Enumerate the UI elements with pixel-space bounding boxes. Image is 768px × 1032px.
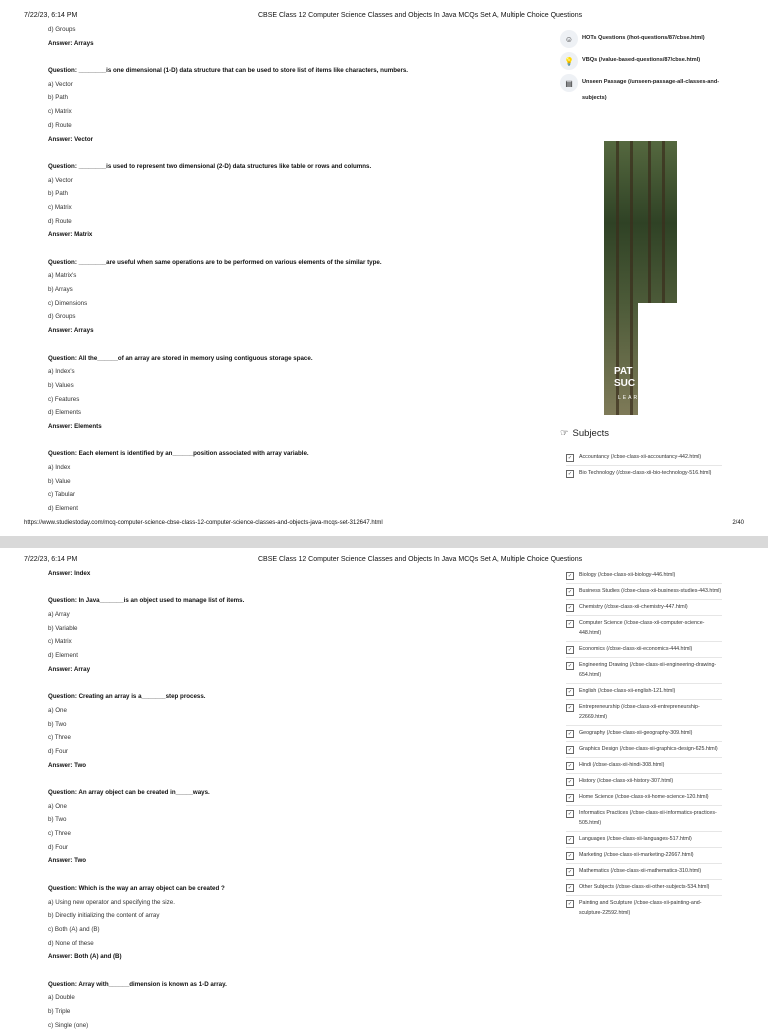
checkbox-icon: ✓: [567, 663, 573, 669]
subject-link[interactable]: [566, 641, 722, 657]
subject-link[interactable]: [566, 657, 722, 683]
answer-text: Answer: Array: [48, 665, 91, 673]
option-text: b) Value: [48, 477, 71, 485]
option-text: d) None of these: [48, 939, 94, 947]
option-text: b) Path: [48, 190, 68, 198]
option-text: b) Values: [48, 381, 74, 389]
question-text: Question: An array object can be created in_____ways.: [48, 789, 210, 796]
answer-text: Answer: Both (A) and (B): [48, 953, 122, 961]
page-separator: [0, 536, 768, 548]
answer-text: Answer: Elements: [48, 422, 102, 430]
subject-link-label: Mathematics (/cbse-class-xii-mathematics-310.html): [579, 868, 702, 874]
spacer: [48, 772, 528, 786]
subject-link-label: Other Subjects (/cbse-class-xii-other-subjects-534.html): [579, 884, 710, 890]
option-text: b) Directly initializing the content of array: [48, 912, 160, 920]
checkbox-icon: ✓: [567, 885, 573, 891]
subject-link-label: Business Studies (/cbse-class-xii-business-studies-443.html): [579, 588, 722, 594]
subject-link-label: Graphics Design (/cbse-class-xii-graphics-design-625.html): [579, 746, 718, 752]
subject-link[interactable]: [566, 568, 722, 583]
spacer: [48, 581, 528, 595]
subject-link[interactable]: [566, 450, 722, 465]
spacer: [48, 50, 528, 64]
page-number: 2/40: [732, 520, 744, 526]
checkbox-icon: ✓: [567, 647, 573, 653]
subject-link[interactable]: [566, 757, 722, 773]
option-text: d) Four: [48, 843, 68, 851]
subject-link-label: Informatics Practices (/cbse-class-xii-informatics-practices-505.html): [579, 810, 717, 826]
option-text: a) Vector: [48, 80, 73, 88]
checkbox-icon: ✓: [567, 731, 573, 737]
mcq-content: [48, 23, 528, 516]
ad-text: SUC: [614, 378, 636, 389]
subject-link[interactable]: [566, 895, 722, 921]
print-date: 7/22/23, 6:14 PM: [24, 556, 78, 563]
mcq-content: [48, 567, 528, 1032]
option-text: d) Route: [48, 121, 72, 129]
option-text: c) Dimensions: [48, 299, 88, 307]
spacer: [48, 146, 528, 160]
subject-link-label: Home Science (/cbse-class-xii-home-science-120.html): [579, 794, 709, 800]
checkbox-icon: ✓: [567, 853, 573, 859]
option-text: a) Double: [48, 994, 75, 1002]
subject-link[interactable]: [566, 725, 722, 741]
option-text: b) Two: [48, 720, 67, 728]
option-text: d) Four: [48, 747, 68, 755]
option-text: c) Single (one): [48, 1021, 89, 1029]
sidebar-link-hots[interactable]: [560, 30, 726, 48]
subject-link[interactable]: [566, 879, 722, 895]
answer-text: Answer: Index: [48, 570, 91, 577]
spacer: [48, 338, 528, 352]
option-text: a) Index's: [48, 368, 75, 376]
checkbox-icon: ✓: [567, 455, 573, 461]
subject-link[interactable]: [566, 683, 722, 699]
ad-text: LEAR: [618, 395, 640, 401]
option-text: d) Route: [48, 217, 72, 225]
option-text: a) One: [48, 706, 67, 714]
subject-link-label: Biology (/cbse-class-xii-biology-446.html): [579, 572, 676, 578]
subject-link-label: Engineering Drawing (/cbse-class-xii-engineering-drawing-654.html): [579, 662, 717, 678]
option-text: c) Three: [48, 830, 71, 838]
subject-link[interactable]: [566, 599, 722, 615]
sidebar-link-vbqs[interactable]: [560, 52, 726, 70]
checkbox-icon: ✓: [567, 795, 573, 801]
spacer: [48, 964, 528, 978]
option-text: d) Elements: [48, 409, 82, 417]
subject-link-label: Geography (/cbse-class-xii-geography-309.html): [579, 730, 693, 736]
answer-text: Answer: Two: [48, 857, 87, 865]
checkbox-icon: ✓: [567, 689, 573, 695]
checkbox-icon: ✓: [567, 837, 573, 843]
option-text: c) Features: [48, 395, 80, 403]
checkbox-icon: ✓: [567, 869, 573, 875]
question-text: Question: ________are useful when same operations are to be performed on various elements of the similar type.: [48, 258, 382, 266]
subjects-heading: ☞ Subjects: [560, 428, 609, 439]
print-title: CBSE Class 12 Computer Science Classes and Objects In Java MCQs Set A, Multiple Choice Questions: [258, 556, 583, 563]
option-text: c) Both (A) and (B): [48, 925, 100, 933]
subject-link-label: Chemistry (/cbse-class-xii-chemistry-447.html): [579, 604, 688, 610]
forest-ad-banner[interactable]: [604, 141, 677, 415]
option-text: d) Groups: [48, 26, 76, 33]
document-icon: ▤: [560, 74, 578, 92]
checkbox-icon: ✓: [567, 779, 573, 785]
subject-link[interactable]: [566, 773, 722, 789]
answer-text: Answer: Arrays: [48, 327, 94, 335]
subject-link[interactable]: [566, 805, 722, 831]
option-text: b) Two: [48, 816, 67, 824]
spacer: [48, 677, 528, 691]
question-text: Question: ________is used to represent two dimensional (2-D) data structures like table or rows and columns.: [48, 162, 372, 170]
checkbox-icon: ✓: [567, 573, 573, 579]
option-text: c) Matrix: [48, 638, 72, 646]
sidebar-link-label: Unseen Passage (/unseen-passage-all-classes-and-subjects): [582, 79, 720, 101]
checkbox-icon: ✓: [567, 621, 573, 627]
question-text: Question: Creating an array is a_______step process.: [48, 693, 206, 701]
checkbox-icon: ✓: [567, 705, 573, 711]
answer-text: Answer: Vector: [48, 135, 94, 143]
subject-link[interactable]: [566, 465, 722, 481]
spacer: [48, 434, 528, 448]
option-text: d) Element: [48, 652, 78, 660]
spacer: [48, 242, 528, 256]
option-text: a) One: [48, 802, 67, 810]
option-text: b) Variable: [48, 624, 78, 632]
checkbox-icon: ✓: [567, 811, 573, 817]
question-text: Question: Each element is identified by an______position associated with array variable.: [48, 450, 309, 458]
subject-link-label: Languages (/cbse-class-xii-languages-517.html): [579, 836, 692, 842]
subject-link[interactable]: [566, 583, 722, 599]
option-text: a) Array: [48, 611, 70, 619]
print-title: CBSE Class 12 Computer Science Classes and Objects In Java MCQs Set A, Multiple Choice Questions: [258, 12, 583, 19]
checkbox-icon: ✓: [567, 747, 573, 753]
subject-link-label: History (/cbse-class-xii-history-307.html): [579, 778, 674, 784]
sidebar-links: [560, 30, 726, 110]
answer-text: Answer: Two: [48, 761, 87, 769]
subject-link-label: Accountancy (/cbse-class-xii-accountancy-442.html): [579, 454, 702, 460]
subject-link[interactable]: [566, 863, 722, 879]
option-text: c) Matrix: [48, 203, 72, 211]
checkbox-icon: ✓: [567, 901, 573, 907]
smiley-icon: ☺: [560, 30, 578, 48]
question-text: Question: Which is the way an array object can be created ?: [48, 884, 225, 892]
subject-link[interactable]: [566, 831, 722, 847]
subjects-list: [566, 568, 722, 921]
question-text: Question: In Java_______is an object used to manage list of items.: [48, 597, 245, 605]
lightbulb-icon: 💡: [560, 52, 578, 70]
subject-link[interactable]: [566, 615, 722, 641]
spacer: [48, 868, 528, 882]
sidebar-link-unseen-passage[interactable]: [560, 74, 726, 106]
pointing-hand-icon: ☞: [560, 428, 569, 439]
subject-link[interactable]: [566, 699, 722, 725]
option-text: b) Path: [48, 94, 68, 102]
subject-link-label: English (/cbse-class-xii-english-121.html): [579, 688, 676, 694]
option-text: b) Arrays: [48, 286, 73, 294]
option-text: a) Index: [48, 464, 71, 471]
pdf-page-2: [0, 548, 768, 1029]
checkbox-icon: ✓: [567, 471, 573, 477]
option-text: d) Element: [48, 505, 78, 513]
subject-link-label: Computer Science (/cbse-class-xii-computer-science-448.html): [579, 620, 705, 636]
subject-link[interactable]: [566, 847, 722, 863]
option-text: d) Groups: [48, 313, 76, 321]
subject-link-label: Painting and Sculpture (/cbse-class-xii-painting-and-sculpture-22592.html): [579, 900, 702, 916]
sidebar-link-label: HOTs Questions (/hot-questions/87/cbse.html): [582, 35, 705, 41]
subject-link-label: Economics (/cbse-class-xii-economics-444.html): [579, 646, 693, 652]
subject-link-label: Bio Technology (/cbse-class-xii-bio-technology-516.html): [579, 470, 712, 476]
print-date: 7/22/23, 6:14 PM: [24, 12, 78, 19]
checkbox-icon: ✓: [567, 605, 573, 611]
ad-text: PAT: [614, 366, 633, 377]
question-text: Question: Array with______dimension is known as 1-D array.: [48, 980, 227, 988]
subject-link-label: Hindi (/cbse-class-xii-hindi-308.html): [579, 762, 665, 768]
answer-text: Answer: Arrays: [48, 39, 94, 47]
sidebar-link-label: VBQs (/value-based-questions/87/cbse.html): [582, 57, 701, 63]
subject-link-label: Marketing (/cbse-class-xii-marketing-22667.html): [579, 852, 694, 858]
checkbox-icon: ✓: [567, 763, 573, 769]
subject-link[interactable]: [566, 741, 722, 757]
checkbox-icon: ✓: [567, 589, 573, 595]
print-url: https://www.studiestoday.com/mcq-computer-science-cbse-class-12-computer-science-classes-and-objects-java-mcqs-set-312647.html: [24, 520, 383, 526]
option-text: b) Triple: [48, 1008, 71, 1015]
option-text: c) Three: [48, 734, 71, 742]
question-text: Question: ________is one dimensional (1-D) data structure that can be used to store list of items like characters, numbers.: [48, 67, 409, 75]
option-text: a) Matrix's: [48, 272, 77, 280]
option-text: a) Vector: [48, 176, 73, 184]
answer-text: Answer: Matrix: [48, 231, 93, 239]
subject-link[interactable]: [566, 789, 722, 805]
subject-link-label: Entrepreneurship (/cbse-class-xii-entrepreneurship-22669.html): [579, 704, 700, 720]
ad-white-panel: [638, 303, 677, 415]
option-text: c) Tabular: [48, 491, 76, 499]
option-text: a) Using new operator and specifying the size.: [48, 898, 175, 906]
option-text: c) Matrix: [48, 108, 72, 116]
subjects-list: [566, 450, 722, 481]
question-text: Question: All the______of an array are stored in memory using contiguous storage space.: [48, 354, 313, 362]
